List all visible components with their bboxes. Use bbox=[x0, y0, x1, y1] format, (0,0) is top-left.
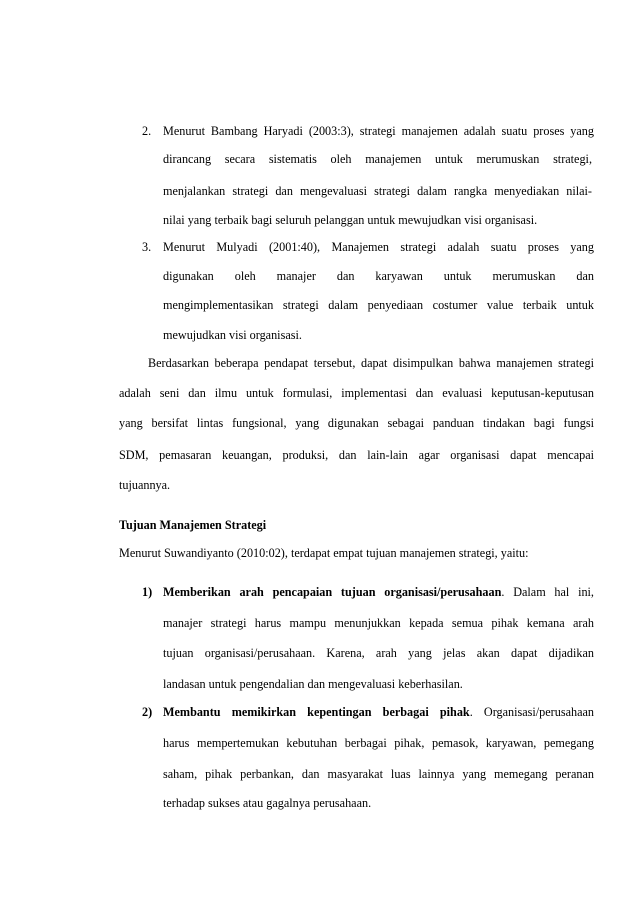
list-item-lead-rest: . Dalam hal ini, bbox=[501, 585, 594, 599]
paragraph-line: adalah seni dan ilmu untuk formulasi, implementasi dan evaluasi keputusan-keputusan bbox=[119, 386, 594, 400]
paragraph-line: tujuannya. bbox=[119, 478, 171, 492]
list-number: 2) bbox=[142, 705, 153, 719]
list-item-line: mewujudkan visi organisasi. bbox=[163, 328, 302, 342]
paragraph-line: SDM, pemasaran keuangan, produksi, dan lain-lain agar organisasi dapat mencapai bbox=[119, 448, 594, 462]
list-item-lead-rest: . Organisasi/perusahaan bbox=[469, 705, 594, 719]
list-item-line: landasan untuk pengendalian dan mengevaluasi keberhasilan. bbox=[163, 677, 463, 691]
list-item-line: menjalankan strategi dan mengevaluasi strategi dalam rangka menyediakan nilai- bbox=[163, 184, 592, 198]
list-item-line: nilai yang terbaik bagi seluruh pelanggan untuk mewujudkan visi organisasi. bbox=[163, 213, 538, 227]
list-item-line: mengimplementasikan strategi dalam penyediaan costumer value terbaik untuk bbox=[163, 298, 594, 312]
list-item-lead: Memberikan arah pencapaian tujuan organisasi/perusahaan bbox=[163, 585, 502, 599]
list-number: 1) bbox=[142, 585, 153, 599]
list-item-line: manajer strategi harus mampu menunjukkan kepada semua pihak kemana arah bbox=[163, 616, 594, 630]
list-number: 2. bbox=[142, 124, 152, 138]
list-item-line: Menurut Bambang Haryadi (2003:3), strategi manajemen adalah suatu proses yang bbox=[163, 124, 594, 138]
intro-line: Menurut Suwandiyanto (2010:02), terdapat empat tujuan manajemen strategi, yaitu: bbox=[119, 546, 529, 560]
list-item-lead: Membantu memikirkan kepentingan berbagai pihak bbox=[163, 705, 470, 719]
list-item-line: saham, pihak perbankan, dan masyarakat luas lainnya yang memegang peranan bbox=[163, 767, 594, 781]
list-item-line: digunakan oleh manajer dan karyawan untuk merumuskan dan bbox=[163, 269, 594, 283]
list-item-line: dirancang secara sistematis oleh manajemen untuk merumuskan strategi, bbox=[163, 152, 592, 166]
paragraph-line: yang bersifat lintas fungsional, yang digunakan sebagai panduan tindakan bagi fungsi bbox=[119, 416, 594, 430]
list-item-line: terhadap sukses atau gagalnya perusahaan. bbox=[163, 796, 372, 810]
list-item-line: harus mempertemukan kebutuhan berbagai pihak, pemasok, karyawan, pemegang bbox=[163, 736, 594, 750]
list-item-line: Menurut Mulyadi (2001:40), Manajemen strategi adalah suatu proses yang bbox=[163, 240, 594, 254]
list-item-lead-line bbox=[163, 584, 594, 600]
paragraph-line: Berdasarkan beberapa pendapat tersebut, dapat disimpulkan bahwa manajemen strategi bbox=[148, 356, 594, 370]
list-item-lead-line bbox=[163, 704, 594, 720]
section-heading: Tujuan Manajemen Strategi bbox=[119, 518, 267, 532]
list-item-line: tujuan organisasi/perusahaan. Karena, arah yang jelas akan dapat dijadikan bbox=[163, 646, 594, 660]
list-number: 3. bbox=[142, 240, 152, 254]
